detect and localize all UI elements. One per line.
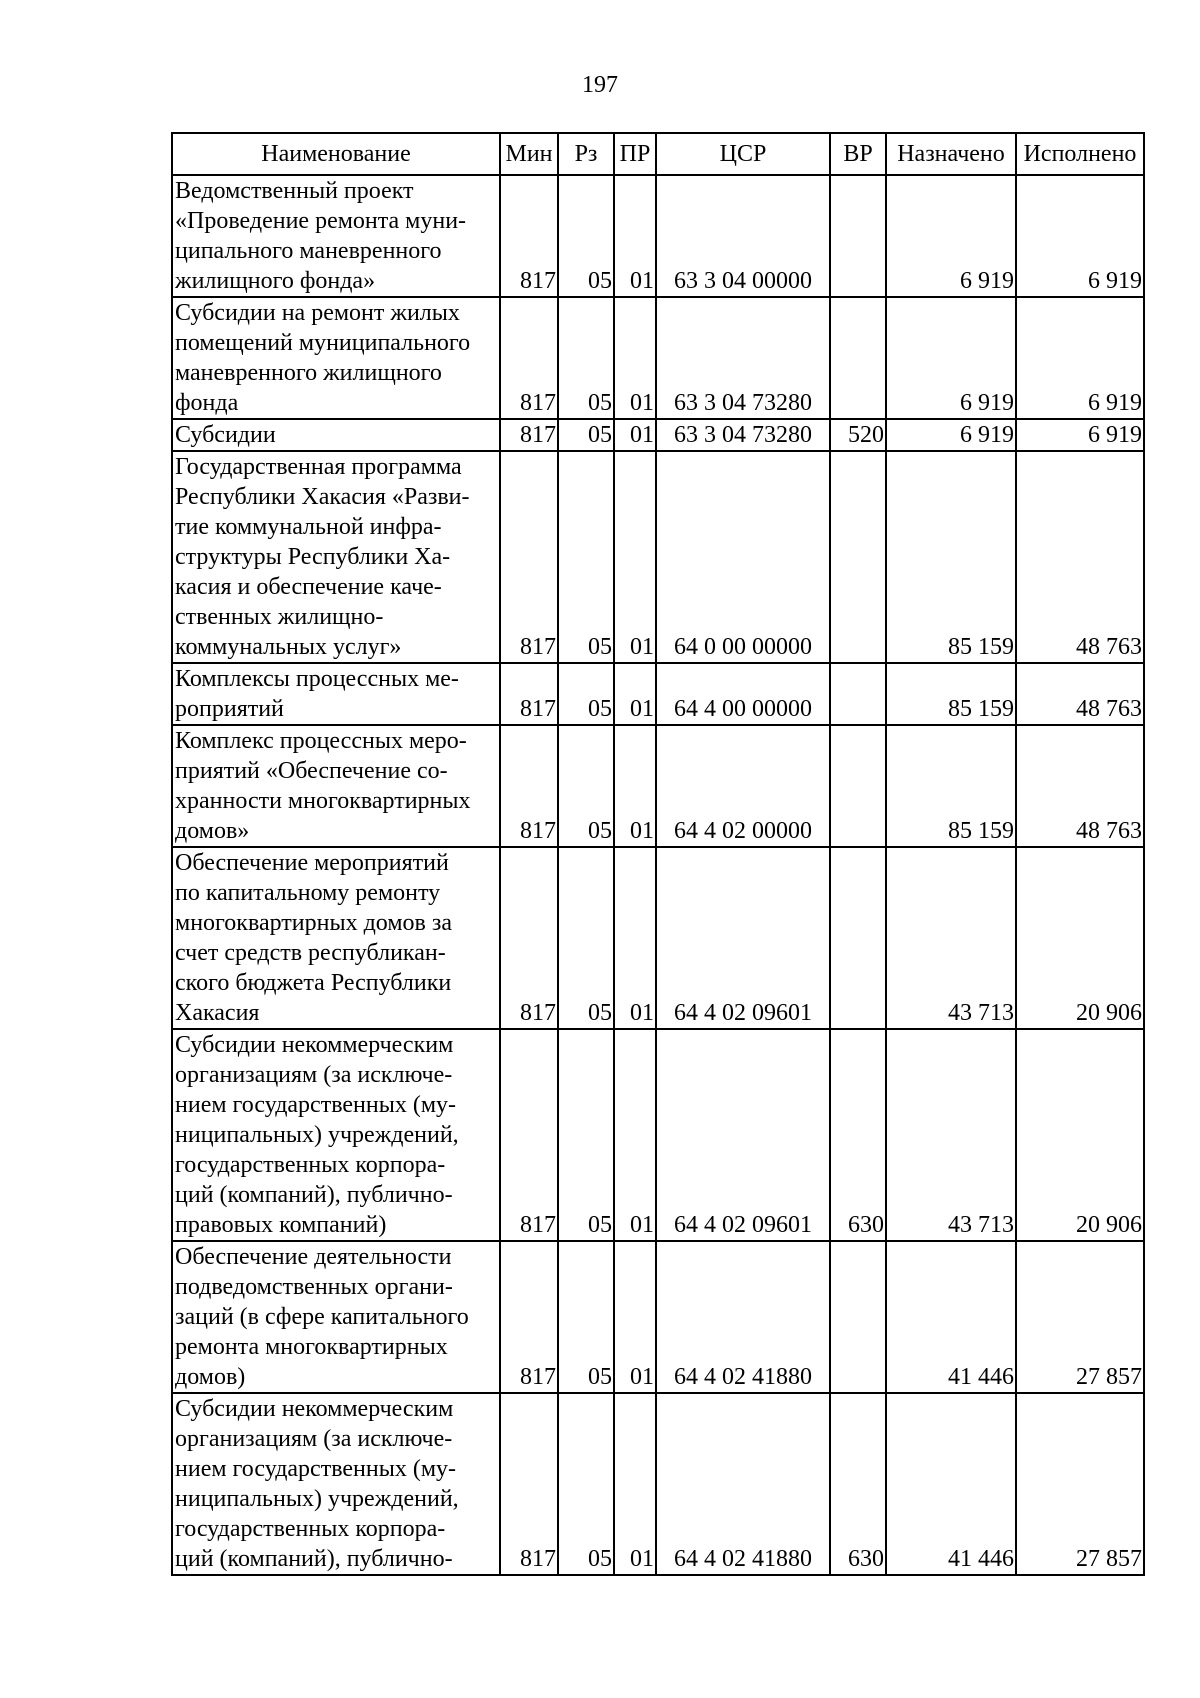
row-assigned: 85 159	[886, 663, 1016, 725]
row-rz: 05	[558, 451, 614, 663]
row-executed: 48 763	[1016, 725, 1144, 847]
row-pr: 01	[614, 725, 656, 847]
row-csr: 63 3 04 73280	[656, 419, 830, 451]
row-csr: 64 4 02 41880	[656, 1241, 830, 1393]
row-name-line: Комплекс процессных меро-	[175, 728, 467, 754]
row-name-line: нием государственных (му-	[175, 1456, 457, 1482]
row-rz: 05	[558, 1241, 614, 1393]
row-name-line: нием государственных (му-	[175, 1092, 457, 1118]
row-executed: 6 919	[1016, 175, 1144, 297]
row-csr: 64 0 00 00000	[656, 451, 830, 663]
row-pr: 01	[614, 847, 656, 1029]
table-row	[172, 1241, 1144, 1393]
row-name-line: Ведомственный проект	[175, 178, 414, 204]
row-name	[172, 175, 500, 297]
header-executed: Исполнено	[1016, 133, 1144, 175]
row-name-line: ремонта многоквартирных	[175, 1334, 448, 1360]
row-name-line: Обеспечение мероприятий	[175, 850, 449, 876]
row-name-line: Хакасия	[175, 1000, 260, 1026]
row-min: 817	[500, 663, 558, 725]
row-assigned: 43 713	[886, 847, 1016, 1029]
row-csr: 64 4 02 41880	[656, 1393, 830, 1575]
row-vr: 520	[830, 419, 886, 451]
row-name-line: Субсидии некоммерческим	[175, 1032, 454, 1058]
table-row	[172, 1393, 1144, 1575]
table-body	[172, 175, 1144, 1575]
row-executed: 27 857	[1016, 1393, 1144, 1575]
row-executed: 20 906	[1016, 847, 1144, 1029]
row-name-line: Субсидии некоммерческим	[175, 1396, 454, 1422]
table-row	[172, 725, 1144, 847]
row-name-line: многоквартирных домов за	[175, 910, 452, 936]
row-name-line: Обеспечение деятельности	[175, 1244, 452, 1270]
header-vr: ВР	[830, 133, 886, 175]
row-name-line: государственных корпора-	[175, 1516, 446, 1542]
row-name-line: счет средств республикан-	[175, 940, 446, 966]
row-pr: 01	[614, 419, 656, 451]
row-name-line: ского бюджета Республики	[175, 970, 452, 996]
row-name	[172, 419, 500, 451]
row-assigned: 41 446	[886, 1241, 1016, 1393]
row-assigned: 6 919	[886, 419, 1016, 451]
row-csr: 64 4 02 00000	[656, 725, 830, 847]
table-row	[172, 847, 1144, 1029]
row-name	[172, 1241, 500, 1393]
row-vr	[830, 847, 886, 1029]
row-name	[172, 663, 500, 725]
row-executed: 6 919	[1016, 419, 1144, 451]
row-name-line: приятий «Обеспечение со-	[175, 758, 448, 784]
row-rz: 05	[558, 725, 614, 847]
row-min: 817	[500, 725, 558, 847]
row-rz: 05	[558, 847, 614, 1029]
row-name-line: Субсидии на ремонт жилых	[175, 300, 460, 326]
row-name	[172, 297, 500, 419]
header-pr: ПР	[614, 133, 656, 175]
row-min: 817	[500, 451, 558, 663]
row-name-line: жилищного фонда»	[175, 268, 376, 294]
row-name-line: структуры Республики Ха-	[175, 544, 451, 570]
row-name-line: государственных корпора-	[175, 1152, 446, 1178]
row-vr: 630	[830, 1393, 886, 1575]
row-name-line: роприятий	[175, 696, 284, 722]
row-name-line: правовых компаний)	[175, 1212, 387, 1238]
row-rz: 05	[558, 297, 614, 419]
row-executed: 48 763	[1016, 663, 1144, 725]
row-pr: 01	[614, 1029, 656, 1241]
row-name-line: фонда	[175, 390, 239, 416]
row-name-line: маневренного жилищного	[175, 360, 442, 386]
row-name-line: коммунальных услуг»	[175, 634, 402, 660]
row-vr	[830, 175, 886, 297]
row-rz: 05	[558, 1393, 614, 1575]
row-name-line: ций (компаний), публично-	[175, 1182, 453, 1208]
table-row	[172, 663, 1144, 725]
row-name-line: ниципальных) учреждений,	[175, 1486, 459, 1512]
row-csr: 64 4 02 09601	[656, 1029, 830, 1241]
row-name-line: домов)	[175, 1364, 246, 1390]
row-pr: 01	[614, 663, 656, 725]
row-name-line: организациям (за исключе-	[175, 1426, 453, 1452]
row-name-line: по капитальному ремонту	[175, 880, 441, 906]
row-assigned: 41 446	[886, 1393, 1016, 1575]
row-name-line: Государственная программа	[175, 454, 462, 480]
row-name	[172, 1393, 500, 1575]
table-row	[172, 1029, 1144, 1241]
row-vr	[830, 1241, 886, 1393]
row-min: 817	[500, 847, 558, 1029]
table-row	[172, 419, 1144, 451]
row-pr: 01	[614, 297, 656, 419]
row-name-line: Субсидии	[175, 422, 276, 448]
row-executed: 48 763	[1016, 451, 1144, 663]
table-row	[172, 451, 1144, 663]
row-min: 817	[500, 297, 558, 419]
row-name-line: домов»	[175, 818, 250, 844]
row-csr: 63 3 04 00000	[656, 175, 830, 297]
row-name	[172, 725, 500, 847]
row-name-line: «Проведение ремонта муни-	[175, 208, 467, 234]
row-csr: 64 4 02 09601	[656, 847, 830, 1029]
header-min: Мин	[500, 133, 558, 175]
row-name-line: ственных жилищно-	[175, 604, 384, 630]
row-rz: 05	[558, 663, 614, 725]
row-rz: 05	[558, 1029, 614, 1241]
header-name: Наименование	[172, 133, 500, 175]
row-name-line: касия и обеспечение каче-	[175, 574, 442, 600]
row-name	[172, 1029, 500, 1241]
row-min: 817	[500, 419, 558, 451]
row-executed: 20 906	[1016, 1029, 1144, 1241]
row-vr	[830, 663, 886, 725]
row-name	[172, 847, 500, 1029]
row-min: 817	[500, 1029, 558, 1241]
row-csr: 64 4 00 00000	[656, 663, 830, 725]
row-vr	[830, 297, 886, 419]
row-executed: 27 857	[1016, 1241, 1144, 1393]
header-rz: Рз	[558, 133, 614, 175]
budget-table	[171, 132, 1145, 1576]
row-name-line: тие коммунальной инфра-	[175, 514, 442, 540]
row-vr	[830, 725, 886, 847]
table-row	[172, 175, 1144, 297]
row-min: 817	[500, 175, 558, 297]
row-name-line: ниципальных) учреждений,	[175, 1122, 459, 1148]
row-min: 817	[500, 1393, 558, 1575]
row-pr: 01	[614, 1393, 656, 1575]
row-pr: 01	[614, 1241, 656, 1393]
row-name-line: Комплексы процессных ме-	[175, 666, 459, 692]
row-name	[172, 451, 500, 663]
row-csr: 63 3 04 73280	[656, 297, 830, 419]
row-name-line: организациям (за исключе-	[175, 1062, 453, 1088]
row-rz: 05	[558, 175, 614, 297]
row-pr: 01	[614, 451, 656, 663]
header-csr: ЦСР	[656, 133, 830, 175]
row-assigned: 43 713	[886, 1029, 1016, 1241]
page-number: 197	[582, 72, 618, 98]
row-min: 817	[500, 1241, 558, 1393]
row-rz: 05	[558, 419, 614, 451]
row-assigned: 6 919	[886, 175, 1016, 297]
row-assigned: 6 919	[886, 297, 1016, 419]
row-name-line: Республики Хакасия «Разви-	[175, 484, 470, 510]
row-assigned: 85 159	[886, 725, 1016, 847]
row-name-line: ций (компаний), публично-	[175, 1546, 453, 1572]
row-assigned: 85 159	[886, 451, 1016, 663]
row-executed: 6 919	[1016, 297, 1144, 419]
row-name-line: ципального маневренного	[175, 238, 442, 264]
header-assigned: Назначено	[886, 133, 1016, 175]
row-pr: 01	[614, 175, 656, 297]
table-row	[172, 297, 1144, 419]
row-name-line: заций (в сфере капитального	[175, 1304, 469, 1330]
row-vr: 630	[830, 1029, 886, 1241]
table-header-row	[172, 133, 1144, 175]
row-name-line: помещений муниципального	[175, 330, 471, 356]
row-vr	[830, 451, 886, 663]
row-name-line: подведомственных органи-	[175, 1274, 453, 1300]
row-name-line: хранности многоквартирных	[175, 788, 471, 814]
